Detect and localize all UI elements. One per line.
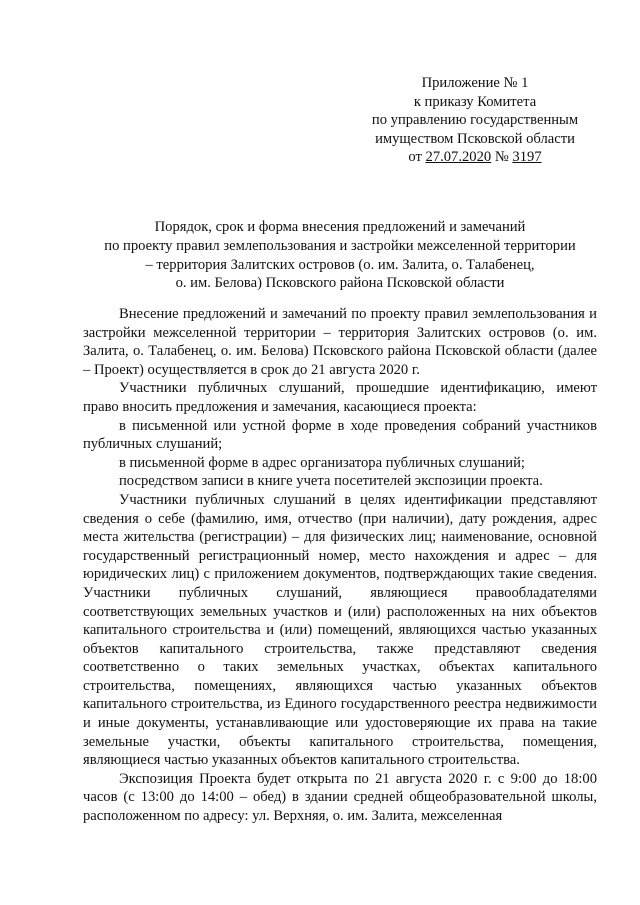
title-line-1: Порядок, срок и форма внесения предложений и замечаний: [154, 219, 526, 235]
appendix-committee-line: по управлению государственным: [371, 112, 579, 128]
appendix-region-line: имуществом Псковской области: [375, 130, 575, 147]
paragraph-participants-right: Участники публичных слушаний, прошедшие идентификацию, имеют право вносить предложения и замечания, касающиеся проекта:: [83, 380, 597, 415]
paragraph-exposition: Экспозиция Проекта будет открыта по 21 августа 2020 г. с 9:00 до 18:00 часов (с 13:00 до 14:00 – обед) в здании средней общеобразовательной школы, расположенном по адресу: ул. Верхняя, о. им. Залита, межселенная: [83, 770, 597, 825]
paragraph-deadline: Внесение предложений и замечаний по проекту правил землепользования и застройки межселенной территории – территория Залитских островов (о. им. Залита, о. Талабенец, о. им. Белова) Псковского района Псковской области (далее – Проект) осуществляется в срок до 21 августа 2020 г.: [83, 306, 597, 378]
appendix-order-line: к приказу Комитета: [413, 93, 537, 110]
order-date: 27.07.2020: [425, 149, 492, 165]
date-prefix: от: [408, 149, 426, 165]
paragraph-form-meetings: в письменной или устной форме в ходе проведения собраний участников публичных слушаний;: [83, 417, 597, 453]
paragraph-form-book: посредством записи в книге учета посетителей экспозиции проекта.: [119, 473, 543, 490]
appendix-title: Приложение № 1: [421, 75, 529, 91]
document-body: [83, 305, 597, 826]
number-sign: №: [491, 149, 513, 165]
paragraph-form-written: в письменной форме в адрес организатора публичных слушаний;: [119, 454, 525, 471]
title-line-3: – территория Залитских островов (о. им. Залита, о. Талабенец,: [145, 256, 535, 273]
order-number: 3197: [512, 149, 542, 165]
title-line-4: о. им. Белова) Псковского района Псковской области: [175, 275, 505, 292]
appendix-date-line: [330, 148, 620, 167]
document-title: [70, 218, 610, 293]
paragraph-identification: Участники публичных слушаний в целях идентификации представляют сведения о себе (фамилию, имя, отчество (при наличии), дату рождения, адрес места жительства (регистрации) – для физических лиц; наименование, основной государственный регистрационный номер, место нахождения и адрес – для юридических лиц) с приложением документов, подтверждающих такие сведения. Участники публичных слушаний, являющиеся правообладателями соответствующих земельных участков и (или) расположенных на них объектов капитального строительства и (или) помещений, являющихся частью указанных объектов капитального строительства, также представляют сведения соответственно о таких земельных участках, объектах капитального строительства, помещениях, являющихся частью указанных объектов капитального строительства, из Единого государственного реестра недвижимости и иные документы, устанавливающие или удостоверяющие их права на такие земельные участки, объекты капитального строительства, помещения, являющиеся частью указанных объектов капитального строительства.: [83, 491, 597, 769]
appendix-header: [330, 74, 620, 167]
title-line-2: по проекту правил землепользования и застройки межселенной территории: [104, 237, 576, 254]
